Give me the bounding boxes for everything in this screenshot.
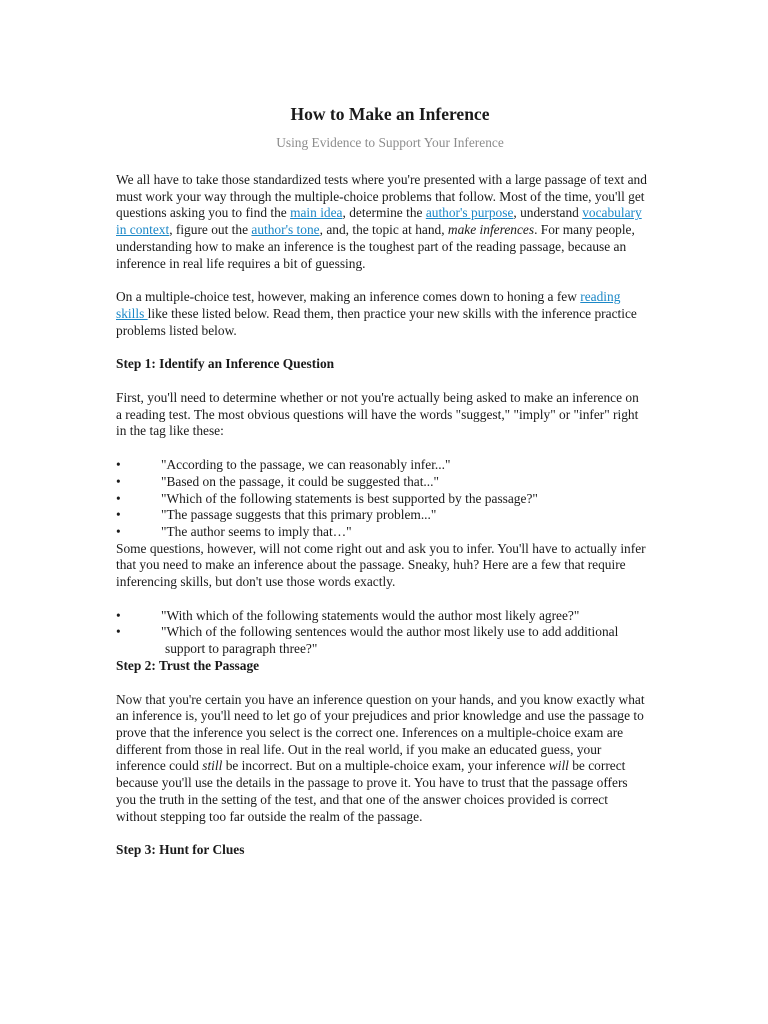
bullet-icon: • — [116, 473, 121, 489]
intro-text-3: , understand — [513, 205, 583, 221]
list-item-text: "The author seems to imply that…" — [161, 523, 352, 539]
step1-paragraph: First, you'll need to determine whether or not you're actually being asked to make an inference on a reading test. The most obvious questions will have the words "suggest," "imply" or "infer" right in the tag like these: — [116, 390, 639, 439]
list-item-text: "Which of the following sentences would the author most likely use to add additional support to paragraph three?" — [161, 624, 619, 657]
link-authors-tone[interactable]: author's tone — [251, 222, 320, 238]
step2-paragraph — [116, 692, 648, 826]
second-paragraph — [116, 289, 648, 339]
bullet-icon: • — [116, 607, 121, 623]
para2-text-2: like these listed below. Read them, then practice your new skills with the inference practice problems listed below. — [116, 305, 637, 338]
list-item-text: "Which of the following statements is best supported by the passage?" — [161, 490, 538, 506]
intro-text-5: , and, the topic at hand, — [319, 222, 448, 238]
intro-emphasis: make inferences — [447, 222, 535, 238]
page-title: How to Make an Inference — [290, 104, 490, 124]
list-item-text: "With which of the following statements would the author most likely agree?" — [161, 607, 580, 623]
link-vocabulary-in-context[interactable]: vocabulary in context — [116, 205, 642, 238]
list-item — [116, 507, 648, 524]
step2-heading: Step 2: Trust the Passage — [116, 657, 260, 673]
step2-emphasis-will: will — [548, 758, 569, 774]
intro-text-1: We all have to take those standardized tests where you're presented with a large passage of text and must work your way through the multiple-choice problems that follow. Most of the time, you'll get questions asking you to find the — [116, 172, 647, 221]
link-reading-skills[interactable]: reading skills — [116, 289, 621, 321]
para2-text-1: On a multiple-choice test, however, making an inference comes down to honing a few — [116, 289, 581, 305]
list-item-text: "According to the passage, we can reasonably infer..." — [161, 457, 451, 473]
implicit-inference-list — [116, 608, 648, 658]
intro-paragraph — [116, 172, 648, 272]
bullet-icon: • — [116, 507, 121, 523]
list-item — [116, 457, 648, 474]
intro-text-2: , determine the — [342, 205, 426, 221]
list-item — [116, 491, 648, 508]
bullet-icon: • — [116, 523, 121, 539]
step2-text-2: be incorrect. But on a multiple-choice exam, your inference — [222, 758, 549, 774]
step2-emphasis-still: still — [202, 758, 223, 774]
step1-heading: Step 1: Identify an Inference Question — [116, 356, 335, 372]
intro-text-4: , figure out the — [169, 222, 252, 238]
step2-text-1: Now that you're certain you have an inference question on your hands, and you know exactly what an inference is, you'll need to let go of your prejudices and prior knowledge and use the passage to prove that the inference you select is the correct one. Inferences on a multiple-choice exam are different from those in real life. Out in the real world, if you make an educated guess, your inference could — [116, 691, 645, 774]
list-item — [116, 474, 648, 491]
bullet-icon: • — [116, 490, 121, 506]
intro-text-6: . For many people, understanding how to make an inference is the toughest part of the reading passage, because an inference in real life requires a bit of guessing. — [116, 222, 635, 271]
bullet-icon: • — [116, 457, 121, 473]
step1-paragraph-2: Some questions, however, will not come right out and ask you to infer. You'll have to actually infer that you need to make an inference about the passage. Sneaky, huh? Here are a few that require inferencing skills, but don't use those words exactly. — [116, 540, 646, 590]
bullet-icon: • — [116, 624, 121, 640]
list-item-text: "Based on the passage, it could be suggested that..." — [161, 473, 439, 489]
inference-question-list — [116, 457, 648, 541]
link-main-idea[interactable]: main idea — [290, 205, 343, 221]
page-subtitle: Using Evidence to Support Your Inference — [276, 135, 504, 150]
step3-heading: Step 3: Hunt for Clues — [116, 842, 245, 858]
list-item — [116, 608, 648, 625]
list-item — [116, 624, 648, 657]
link-authors-purpose[interactable]: author's purpose — [425, 205, 514, 221]
list-item-text: "The passage suggests that this primary problem..." — [161, 507, 437, 523]
list-item — [116, 524, 648, 541]
step2-text-3: be correct because you'll use the details in the passage to prove it. You have to trust that the passage offers you the truth in the setting of the test, and that one of the answer choices provided is correct without stepping too far outside the realm of the passage. — [116, 758, 628, 824]
